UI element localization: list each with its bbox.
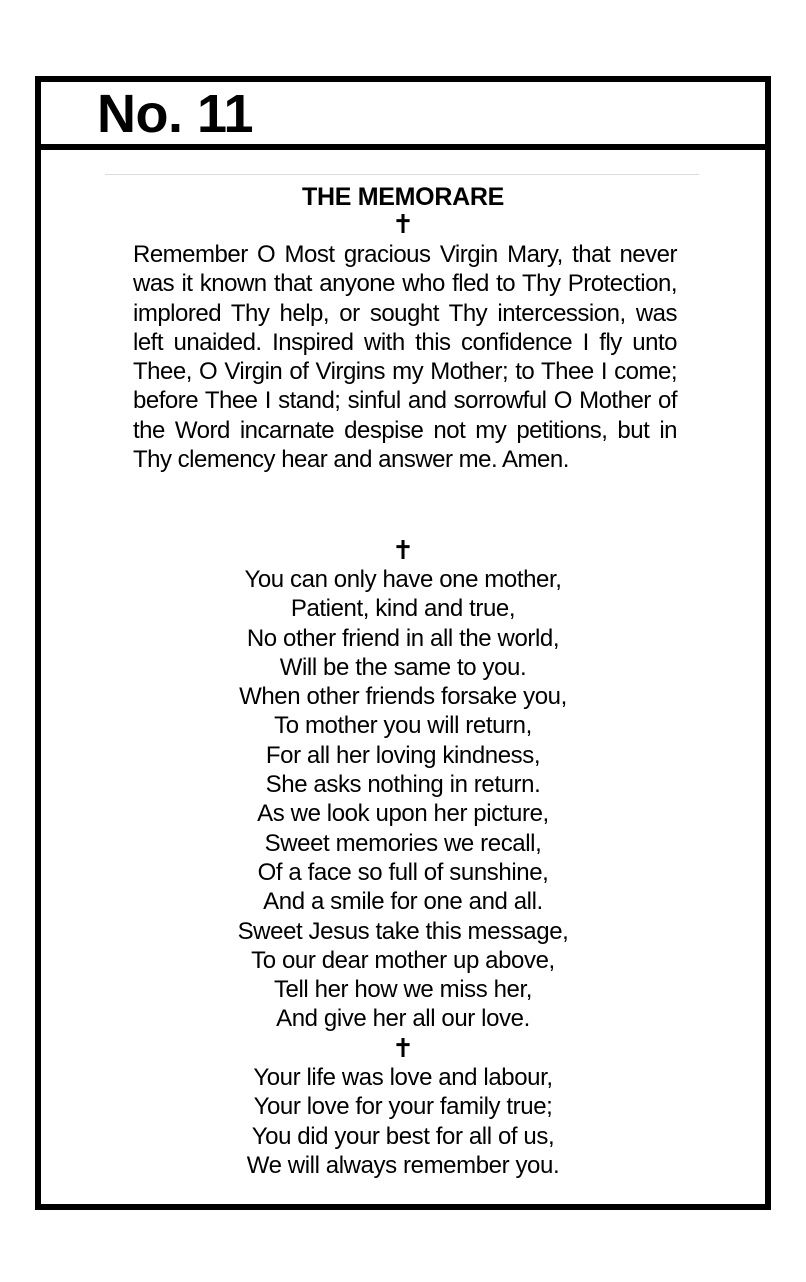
- poem-line: Tell her how we miss her,: [273, 976, 533, 1004]
- poem-line: You did your best for all of us,: [251, 1122, 555, 1150]
- poem-line: And a smile for one and all.: [263, 888, 543, 916]
- poem-line: When other friends forsake you,: [239, 683, 567, 711]
- prayer-title: THE MEMORARE: [302, 183, 504, 211]
- memorial-card: [35, 76, 771, 1210]
- divider-rule: [105, 174, 699, 175]
- poem-line: To our dear mother up above,: [251, 946, 555, 974]
- cross-icon: ✝: [392, 209, 414, 239]
- poem-line: For all her loving kindness,: [265, 741, 541, 769]
- poem-line: Your love for your family true;: [253, 1093, 553, 1121]
- card-number: No. 11: [97, 84, 254, 144]
- poem-line: No other friend in all the world,: [246, 624, 560, 652]
- poem-line: Patient, kind and true,: [290, 595, 516, 623]
- poem-line: Your life was love and labour,: [253, 1064, 553, 1091]
- poem-line: Sweet Jesus take this message,: [237, 917, 569, 945]
- cross-icon: ✝: [392, 535, 414, 565]
- poem-line: We will always remember you.: [246, 1151, 560, 1179]
- poem-line: She asks nothing in return.: [265, 771, 541, 799]
- poem-line: Will be the same to you.: [279, 653, 527, 681]
- poem-line: You can only have one mother,: [244, 566, 562, 593]
- memorare-prayer-text: Remember O Most gracious Virgin Mary, that never was it known that anyone who fled to Thy Protection, implored Thy help, or sought Thy intercession, was left unaided. Inspired with this confidence I fly unto Thee, O Virgin of Virgins my Mother; to Thee I come; before Thee I stand; sinful and sorrowful O Mother of the Word incarnate despise not my petitions, but in Thy clemency hear and answer me. Amen.: [133, 241, 677, 474]
- card-header: [41, 82, 765, 150]
- poem-line: And give her all our love.: [276, 1005, 530, 1033]
- cross-icon: ✝: [392, 1033, 414, 1063]
- poem-verse-two: [41, 1063, 765, 1180]
- poem-line: As we look upon her picture,: [257, 800, 549, 828]
- poem-verse-one: [41, 565, 765, 1034]
- poem-line: Of a face so full of sunshine,: [257, 858, 549, 886]
- poem-line: To mother you will return,: [274, 712, 532, 740]
- poem-line: Sweet memories we recall,: [264, 829, 542, 857]
